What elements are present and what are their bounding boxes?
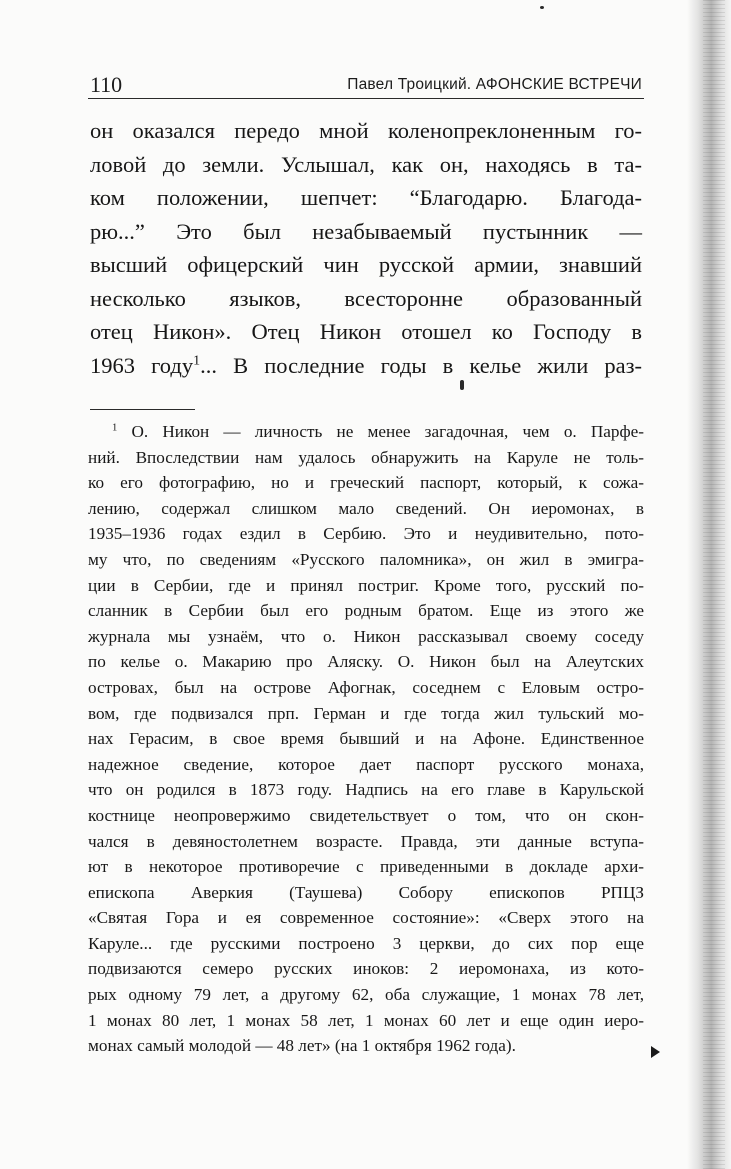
text-line: отец Никон». Отец Никон отошел ко Господу в — [90, 319, 642, 344]
footnote-line: ко его фотографию, но и греческий паспорт, который, к сожа- — [88, 473, 644, 493]
footnote-line: костнице неопровержимо свидетельствует о том, что он скон- — [88, 805, 644, 825]
footnote-line: му что, по сведениям «Русского паломника», он жил в эмигра- — [88, 549, 644, 569]
running-head: Павел Троицкий. АФОНСКИЕ ВСТРЕЧИ — [347, 76, 642, 93]
footnote-line: островах, был на острове Афогнак, соседнем с Еловым остро- — [88, 677, 644, 697]
footnote-line: епископа Аверкия (Таушева) Собору епископов РПЦЗ — [88, 882, 644, 902]
text-segment: 1963 году — [90, 352, 194, 378]
footnote-line: вом, где подвизался прп. Герман и где тогда жил тульский мо- — [88, 703, 644, 723]
footnote-line: по келье о. Макарию про Аляску. О. Никон был на Алеутских — [88, 652, 644, 672]
scan-edge-noise — [703, 0, 725, 1169]
footnote-separator — [90, 409, 195, 410]
footnote-line: ции в Сербии, где и принял постриг. Кроме того, русский по- — [88, 575, 644, 595]
footnote-reference[interactable]: 1 — [193, 353, 201, 368]
text-line — [90, 349, 642, 383]
footnote-line: 1 монах 80 лет, 1 монах 58 лет, 1 монах 60 лет и еще один иеро- — [88, 1010, 644, 1030]
footnote-line: что он родился в 1873 году. Надпись на его главе в Карульской — [88, 780, 644, 800]
main-text — [90, 114, 642, 382]
footnote-block — [88, 419, 644, 1059]
text-line: высший офицерский чин русской армии, знавший — [90, 252, 642, 277]
page-header — [88, 68, 644, 99]
text-line: рю...” Это был незабываемый пустынник — — [90, 218, 642, 244]
page-number: 110 — [90, 72, 123, 97]
footnote-text: О. Никон — личность не менее загадочная, чем о. Парфе- — [131, 422, 644, 441]
footnote-line: Каруле... где русскими построено 3 церкви, до сих пор еще — [88, 933, 644, 953]
footnote-line: лению, содержал слишком мало сведений. Он иеромонах, в — [88, 498, 644, 518]
text-line: ком положении, шепчет: “Благодарю. Благода- — [90, 185, 642, 210]
footnote-line: нах Герасим, в свое время бывший и на Афоне. Единственное — [88, 729, 644, 749]
footnote-line: чался в девяностолетнем возрасте. Правда, эти данные вступа- — [88, 831, 644, 851]
footnote-line: 1935–1936 годах ездил в Сербию. Это и неудивительно, пото- — [88, 524, 644, 544]
footnote-marker: 1 — [112, 422, 118, 434]
footnote-line: монах самый молодой — 48 лет» (на 1 октября 1962 года). — [88, 1036, 516, 1056]
text-line: несколько языков, всесторонне образованный — [90, 285, 642, 311]
text-line: он оказался передо мной коленопреклоненным го- — [90, 118, 642, 143]
next-page-arrow-icon — [651, 1046, 660, 1058]
text-line: ловой до земли. Услышал, как он, находясь в та- — [90, 151, 642, 177]
footnote-line: рых одному 79 лет, а другому 62, оба служащие, 1 монах 78 лет, — [88, 985, 644, 1005]
footnote-line: сланник в Сербии был его родным братом. Еще из этого же — [88, 601, 644, 621]
footnote-line: «Святая Гора и ея современное состояние»: «Сверх этого на — [88, 908, 644, 928]
scan-speck — [540, 6, 544, 9]
footnote-line: ют в некоторое противоречие с приведенными в докладе архи- — [88, 857, 644, 877]
footnote-line: журнала мы узнаём, что о. Никон рассказывал своему соседу — [88, 626, 644, 646]
text-segment: ... В последние годы в келье жили раз- — [200, 352, 643, 378]
footnote-line: подвизаются семеро русских иноков: 2 иеромонаха, из кото- — [88, 959, 644, 979]
footnote-line — [88, 419, 644, 445]
footnote-line: надежное сведение, которое дает паспорт русского монаха, — [88, 754, 644, 774]
footnote-line: ний. Впоследствии нам удалось обнаружить на Каруле не толь- — [88, 447, 644, 467]
